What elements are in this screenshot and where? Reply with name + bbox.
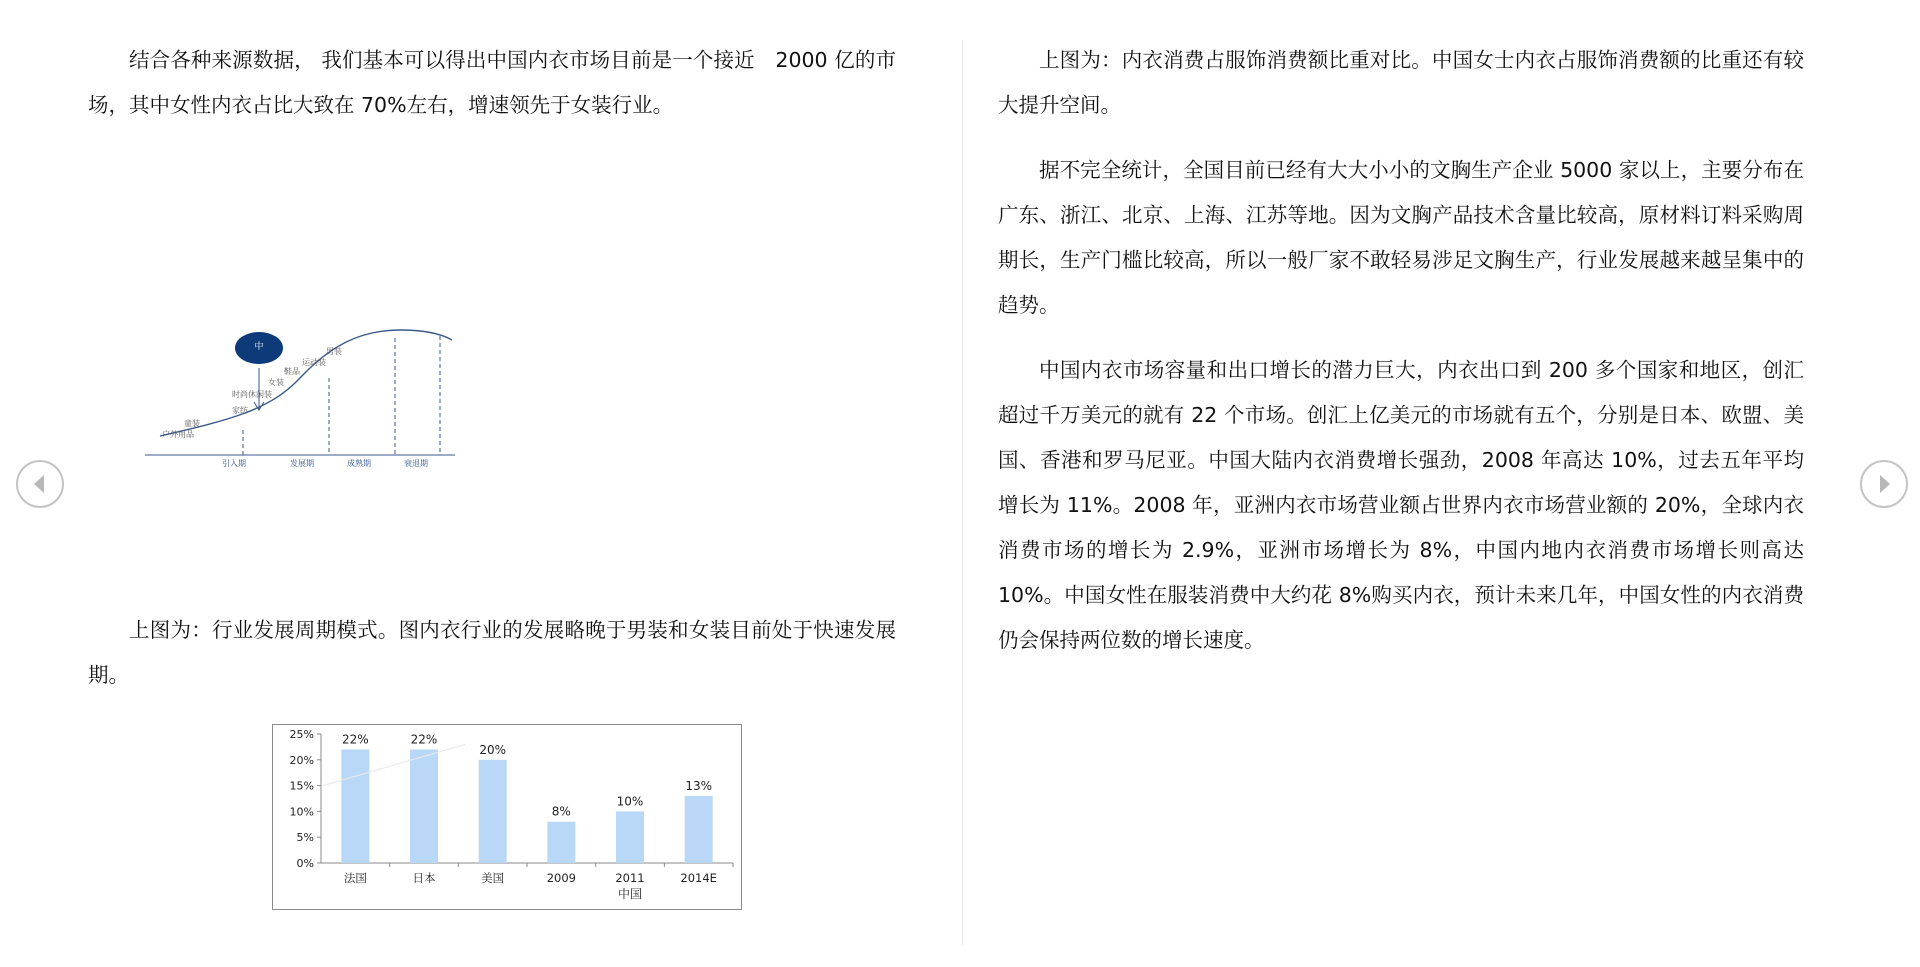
x-tick-label: 2011	[615, 871, 645, 885]
y-tick-label: 5%	[296, 831, 314, 845]
y-tick-label: 20%	[289, 753, 314, 767]
paragraph: 据不完全统计，全国目前已经有大大小小的文胸生产企业 5000 家以上，主要分布在广东、浙江、北京、上海、江苏等地。因为文胸产品技术含量比较高，原材料订料采购周期长，生产门槛比较高，所以一般厂家不敢轻易涉足文胸生产，行业发展越来越呈集中的趋势。	[998, 158, 1804, 317]
right-text-2	[998, 148, 1804, 328]
data-label: 13%	[685, 778, 713, 793]
bubble-label: 中	[254, 342, 264, 352]
data-label: 8%	[551, 804, 571, 819]
data-label: 20%	[479, 742, 507, 757]
y-tick-label: 10%	[289, 805, 314, 819]
stage-label: 成熟期	[347, 459, 371, 468]
y-tick-label: 15%	[289, 779, 314, 793]
paragraph: 中国内衣市场容量和出口增长的潜力巨大，内衣出口到 200 多个国家和地区，创汇超过千万美元的就有 22 个市场。创汇上亿美元的市场就有五个，分别是日本、欧盟、美国、香港和罗马尼亚。中国大陆内衣消费增长强劲，2008 年高达 10%，过去五年平均增长为 11%。2008 年，亚洲内衣市场营业额占世界内衣市场营业额的 20%，全球内衣消费市场的增长为 2.9%，亚洲市场增长为 8%，中国内地内衣消费市场增长则高达 10%。中国女性在服装消费中大约花 8%购买内衣，预计未来几年，中国女性的内衣消费仍会保持两位数的增长速度。	[998, 358, 1804, 652]
lifecycle-curve	[160, 330, 452, 436]
x-tick-label: 2009	[546, 871, 576, 885]
bar-chart	[272, 724, 742, 910]
stage-label: 引入期	[222, 459, 246, 468]
right-text-3	[998, 348, 1804, 663]
chevron-left-icon	[18, 462, 62, 506]
stage-label: 衰退期	[404, 459, 428, 468]
right-page	[963, 0, 1920, 967]
x-tick-label: 美国	[481, 871, 505, 885]
curve-label: 女装	[268, 378, 284, 387]
bar	[685, 796, 713, 863]
x-group-label: 中国	[617, 887, 643, 901]
paragraph: 结合各种来源数据， 我们基本可以得出中国内衣市场目前是一个接近 2000 亿的市场，其中女性内衣占比大致在 70%左右，增速领先于女装行业。	[88, 48, 896, 117]
bar	[616, 811, 644, 863]
y-tick-label: 0%	[296, 857, 314, 870]
bar	[547, 822, 575, 863]
chevron-right-icon	[1862, 462, 1906, 506]
next-page-button[interactable]	[1860, 460, 1908, 508]
x-tick-label: 2014E	[680, 871, 717, 885]
y-tick-label: 25%	[289, 728, 314, 741]
bar	[479, 760, 507, 863]
paragraph: 上图为：内衣消费占服饰消费额比重对比。中国女士内衣占服饰消费额的比重还有较大提升空间。	[998, 48, 1804, 117]
data-label: 22%	[341, 732, 369, 747]
bar-chart-svg	[273, 725, 743, 911]
right-text-1	[998, 38, 1804, 128]
data-label: 10%	[616, 794, 644, 809]
x-tick-label: 法国	[343, 871, 367, 885]
x-tick-label: 日本	[412, 871, 436, 885]
stage-label: 发展期	[290, 459, 314, 468]
prev-page-button[interactable]	[16, 460, 64, 508]
curve-label: 户外用品	[162, 430, 194, 439]
market-position-bubble	[235, 332, 283, 364]
bar	[410, 749, 438, 863]
data-label: 22%	[410, 732, 438, 747]
curve-label: 运动装	[302, 358, 326, 367]
curve-label: 童装	[184, 419, 200, 428]
curve-label: 家纺	[232, 406, 248, 415]
paragraph: 上图为：行业发展周期模式。图内衣行业的发展略晚于男装和女装目前处于快速发展期。	[88, 618, 896, 687]
curve-label: 时尚休闲装	[232, 390, 272, 399]
curve-label: 鞋品	[284, 367, 300, 376]
curve-label: 男装	[326, 347, 342, 356]
left-text-bottom	[88, 608, 896, 698]
bar	[341, 749, 369, 863]
